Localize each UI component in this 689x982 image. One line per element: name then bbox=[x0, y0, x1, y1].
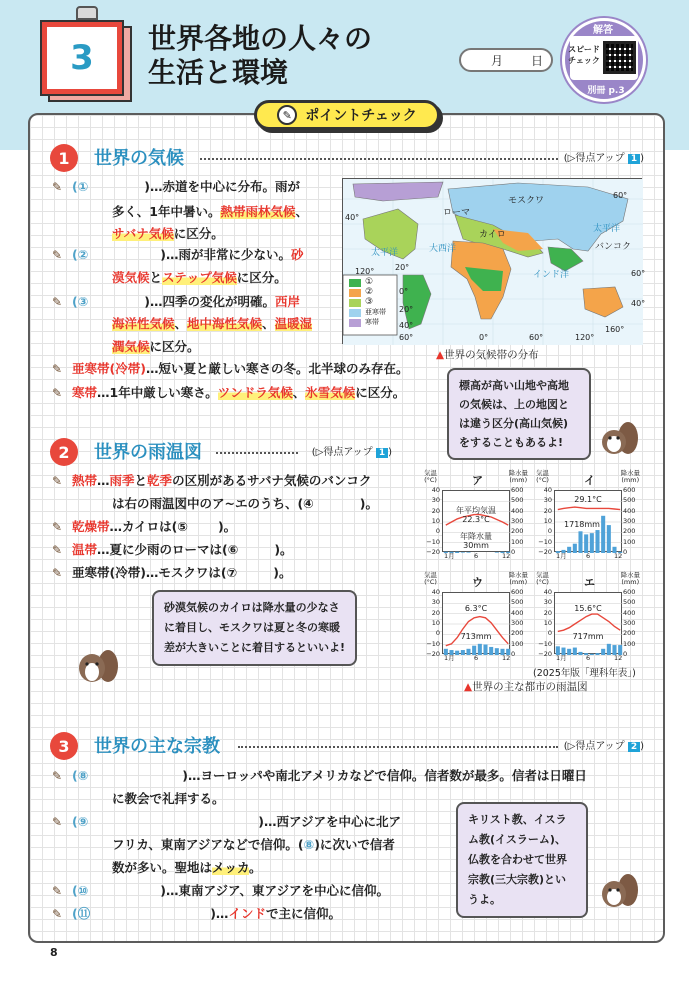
section3-title: 世界の主な宗教 bbox=[94, 736, 220, 757]
climograph-plot bbox=[554, 592, 622, 654]
section2-header bbox=[50, 436, 644, 466]
precip-tick: 500 bbox=[511, 496, 524, 505]
precip-bar bbox=[573, 544, 577, 553]
temp-tick: 40 bbox=[543, 588, 552, 596]
temp-value-label: 年平均気温 22.3°C bbox=[456, 506, 496, 524]
s2-line1: ✎ 熱帯…雨季と乾季の区別があるサバナ気候のバンコク bbox=[52, 469, 371, 493]
map-lat: 20° bbox=[395, 263, 410, 272]
pin-icon: ✎ bbox=[52, 386, 63, 400]
precip-axis-title: 降水量 (mm) bbox=[620, 571, 640, 586]
temp-tick: 30 bbox=[543, 598, 552, 607]
s1-line1: ✎ (① )…赤道を中心に分布。雨が bbox=[52, 175, 300, 199]
map-caption: ▲世界の気候帯の分布 bbox=[436, 349, 539, 361]
temp-axis-title: 気温 (°C) bbox=[424, 571, 437, 586]
date-month: 月 bbox=[490, 53, 503, 68]
map-legend-item: 寒帯 bbox=[365, 318, 379, 326]
precip-tick: 200 bbox=[623, 527, 636, 536]
map-legend-item: ① bbox=[365, 277, 374, 287]
precip-bar bbox=[567, 649, 571, 655]
pin-icon: ✎ bbox=[52, 566, 63, 580]
temp-tick: −20 bbox=[426, 650, 440, 658]
precip-tick: 500 bbox=[511, 598, 524, 607]
precip-value-label: 717mm bbox=[572, 632, 604, 641]
map-label-cairo: カイロ bbox=[479, 230, 506, 240]
temp-tick: 10 bbox=[543, 517, 552, 525]
month-tick: 1月 bbox=[556, 552, 567, 560]
temp-value-label: 15.6°C bbox=[574, 604, 602, 613]
precip-tick: 200 bbox=[511, 629, 524, 638]
temp-tick: 20 bbox=[543, 608, 552, 617]
temp-tick: 20 bbox=[431, 608, 440, 617]
point-check-banner bbox=[254, 100, 440, 130]
precip-tick: 500 bbox=[623, 496, 636, 505]
pin-icon: ✎ bbox=[52, 248, 63, 262]
map-lat: 20° bbox=[399, 305, 414, 314]
map-lat: 40° bbox=[399, 321, 414, 330]
map-lat: 60° bbox=[613, 191, 628, 200]
section1-header bbox=[50, 142, 644, 172]
clip-icon bbox=[76, 6, 98, 20]
date-field[interactable] bbox=[459, 48, 553, 72]
map-lat: 60° bbox=[399, 333, 414, 342]
pin-icon: ✎ bbox=[52, 474, 63, 488]
point-check-label: ポイントチェック bbox=[305, 108, 417, 124]
page-number: 8 bbox=[50, 946, 58, 959]
s3-line4: フリカ、東南アジアなどで信仰。(⑧)に次いで信者 bbox=[112, 837, 395, 852]
precip-bar bbox=[495, 648, 499, 655]
s1-line4: ✎ (② )…雨が非常に少ない。砂 bbox=[52, 243, 304, 267]
temp-value-label: 29.1°C bbox=[574, 495, 602, 504]
climograph-1 bbox=[424, 470, 528, 562]
lesson-number: 3 bbox=[47, 27, 117, 89]
map-label-pacific: 太平洋 bbox=[371, 248, 399, 258]
section1-score-up: (▷得点アップ 1 ) bbox=[563, 153, 644, 164]
s3-line3: ✎ (⑨ )…西アジアを中心に北ア bbox=[52, 810, 401, 834]
temp-axis-title: 気温 (°C) bbox=[424, 469, 437, 484]
temp-tick: −10 bbox=[538, 537, 552, 546]
precip-tick: 400 bbox=[511, 608, 524, 617]
precip-tick: 600 bbox=[623, 486, 636, 494]
answer-page-ref: 別冊 p.3 bbox=[587, 86, 625, 96]
precip-tick: 600 bbox=[511, 588, 524, 596]
month-tick: 1月 bbox=[556, 654, 567, 662]
temp-axis-title: 気温 (°C) bbox=[536, 469, 549, 484]
month-tick: 12 bbox=[614, 552, 623, 560]
climograph-letter: ア bbox=[472, 474, 483, 487]
s3-line6: ✎ (⑩ )…東南アジア、東アジアを中心に信仰。 bbox=[52, 879, 389, 903]
precip-tick: 100 bbox=[623, 537, 636, 546]
month-tick: 12 bbox=[502, 552, 511, 560]
charts-caption: ▲世界の主な都市の雨温図 bbox=[464, 681, 588, 693]
temp-tick: 30 bbox=[431, 496, 440, 505]
hint-note-1: 標高が高い山地や高地の気候は、上の地図とは違う区分(高山気候)をすることもあるよ! bbox=[447, 368, 591, 460]
page-title-line1: 世界各地の人々の bbox=[148, 22, 373, 55]
temp-tick: 40 bbox=[543, 486, 552, 494]
s3-line2: に教会で礼拝する。 bbox=[112, 791, 225, 806]
precip-bar bbox=[483, 644, 487, 655]
section3-score-up: (▷得点アップ 2 ) bbox=[563, 741, 644, 752]
date-day: 日 bbox=[530, 53, 543, 68]
temp-tick: −20 bbox=[538, 548, 552, 556]
temp-tick: 0 bbox=[547, 629, 552, 638]
pin-icon: ✎ bbox=[52, 884, 63, 898]
s1-line2: 多く、1年中暑い。熱帯雨林気候、 bbox=[112, 204, 308, 219]
climograph-2 bbox=[536, 470, 640, 562]
precip-tick: 300 bbox=[623, 619, 636, 627]
pin-icon: ✎ bbox=[52, 815, 63, 829]
squirrel-icon bbox=[596, 866, 640, 912]
climograph-letter: ウ bbox=[472, 576, 483, 589]
precip-tick: 600 bbox=[511, 486, 524, 494]
temp-value-label: 6.3°C bbox=[464, 604, 488, 613]
qr-code-icon[interactable] bbox=[603, 41, 636, 74]
precip-tick: 300 bbox=[623, 517, 636, 525]
precip-tick: 100 bbox=[511, 639, 524, 648]
section1-number: 1 bbox=[50, 144, 78, 172]
precip-bar bbox=[461, 552, 465, 553]
month-tick: 12 bbox=[614, 654, 623, 662]
precip-bar bbox=[590, 654, 594, 655]
page-title bbox=[148, 22, 372, 90]
temperature-line bbox=[558, 507, 620, 510]
month-tick: 12 bbox=[502, 654, 511, 662]
precip-bar bbox=[590, 533, 594, 553]
map-lat: 0° bbox=[399, 287, 409, 296]
precip-tick: 300 bbox=[511, 619, 524, 627]
s1-line5: 漠気候とステップ気候に区分。 bbox=[112, 270, 287, 285]
map-lon: 120° bbox=[575, 333, 595, 342]
climograph-letter: イ bbox=[584, 474, 595, 487]
world-map-svg bbox=[343, 179, 646, 345]
precip-value-label: 1718mm bbox=[564, 520, 600, 529]
temperature-line bbox=[558, 614, 620, 631]
map-label-moscow: モスクワ bbox=[508, 196, 545, 206]
map-label-rome: ローマ bbox=[443, 208, 471, 218]
pin-icon: ✎ bbox=[52, 180, 63, 194]
month-tick: 1月 bbox=[444, 552, 455, 560]
section3-header bbox=[50, 730, 644, 760]
temp-tick: 30 bbox=[543, 496, 552, 505]
section3-number: 3 bbox=[50, 732, 78, 760]
precip-tick: 0 bbox=[623, 650, 628, 658]
map-lat: 60° bbox=[631, 269, 646, 278]
temp-tick: 20 bbox=[431, 506, 440, 515]
precip-bar bbox=[466, 649, 470, 655]
section1-divider bbox=[200, 158, 558, 160]
charts-source: (2025年版「理科年表」) bbox=[533, 668, 636, 679]
precip-bar bbox=[573, 648, 577, 655]
hint-note-3: キリスト教、イスラム教(イスラーム)、仏教を合わせて世界宗教(三大宗教)というよ。 bbox=[456, 802, 588, 918]
pin-icon: ✎ bbox=[52, 362, 63, 376]
precip-tick: 400 bbox=[623, 608, 636, 617]
precip-value-label: 713mm bbox=[460, 632, 492, 641]
precip-tick: 300 bbox=[511, 517, 524, 525]
precip-bar bbox=[495, 552, 499, 553]
precip-bar bbox=[595, 653, 599, 655]
precip-tick: 200 bbox=[623, 629, 636, 638]
precip-tick: 100 bbox=[623, 639, 636, 648]
pin-icon: ✎ bbox=[52, 295, 63, 309]
map-legend-item: ② bbox=[365, 287, 374, 297]
section2-title: 世界の雨温図 bbox=[94, 442, 202, 463]
temp-tick: −10 bbox=[538, 639, 552, 648]
climograph-4 bbox=[536, 572, 640, 664]
precip-tick: 0 bbox=[623, 548, 628, 556]
climograph-plot bbox=[442, 592, 510, 654]
precip-bar bbox=[607, 644, 611, 655]
temp-tick: 40 bbox=[431, 486, 440, 494]
precip-bar bbox=[595, 530, 599, 553]
month-tick: 1月 bbox=[444, 654, 455, 662]
s3-line1: ✎ (⑧ )…ヨーロッパや南北アメリカなどで信仰。信者数が最多。信者は日曜日 bbox=[52, 764, 587, 788]
precip-axis-title: 降水量 (mm) bbox=[620, 469, 640, 484]
pin-icon: ✎ bbox=[52, 543, 63, 557]
page-title-line2: 生活と環境 bbox=[148, 56, 289, 89]
temp-tick: −20 bbox=[538, 650, 552, 658]
temp-tick: 10 bbox=[431, 619, 440, 627]
month-tick: 6 bbox=[586, 552, 591, 560]
hint-note-2: 砂漠気候のカイロは降水量の少なさに着目し、モスクワは夏と冬の寒暖差が大きいことに着目するといいよ! bbox=[152, 590, 357, 666]
temp-tick: 0 bbox=[547, 527, 552, 536]
s1-line10: ✎ 寒帯…1年中厳しい寒さ。ツンドラ気候、氷雪気候に区分。 bbox=[52, 381, 405, 405]
month-tick: 6 bbox=[586, 654, 591, 662]
temp-tick: 10 bbox=[543, 619, 552, 627]
map-lon: 0° bbox=[479, 333, 489, 342]
precip-bar bbox=[584, 534, 588, 553]
speed-check-label: スピード チェック bbox=[568, 45, 600, 65]
squirrel-icon bbox=[74, 640, 120, 688]
precip-bar bbox=[489, 647, 493, 655]
s1-line3: サバナ気候に区分。 bbox=[112, 226, 224, 241]
temp-tick: 30 bbox=[431, 598, 440, 607]
temp-tick: −10 bbox=[426, 537, 440, 546]
precip-tick: 200 bbox=[511, 527, 524, 536]
pin-icon: ✎ bbox=[52, 769, 63, 783]
temp-tick: 0 bbox=[435, 527, 440, 536]
temp-tick: 0 bbox=[435, 629, 440, 638]
section2-number: 2 bbox=[50, 438, 78, 466]
section1-title: 世界の気候 bbox=[94, 148, 184, 169]
section2-divider bbox=[216, 452, 298, 454]
precip-bar bbox=[455, 552, 459, 553]
map-label-atlantic: 大西洋 bbox=[429, 244, 457, 254]
lesson-number-box bbox=[40, 20, 124, 96]
map-lon: 160° bbox=[605, 325, 625, 334]
answer-label: 解答 bbox=[593, 25, 613, 36]
precip-tick: 500 bbox=[623, 598, 636, 607]
precip-tick: 600 bbox=[623, 588, 636, 596]
pin-icon: ✎ bbox=[52, 907, 63, 921]
month-tick: 6 bbox=[474, 552, 479, 560]
temp-axis-title: 気温 (°C) bbox=[536, 571, 549, 586]
s2-line2: は右の雨温図中のア~エのうち、(④ )。 bbox=[112, 496, 378, 511]
temp-tick: −10 bbox=[426, 639, 440, 648]
s2-line3: ✎ 乾燥帯…カイロは(⑤ )。 bbox=[52, 515, 236, 539]
precip-bar bbox=[578, 652, 582, 655]
s3-line7: ✎ (⑪ )…インドで主に信仰。 bbox=[52, 902, 341, 926]
precip-tick: 100 bbox=[511, 537, 524, 546]
precip-tick: 400 bbox=[623, 506, 636, 515]
precip-tick: 400 bbox=[511, 506, 524, 515]
map-lon: 60° bbox=[529, 333, 544, 342]
map-legend-item: ③ bbox=[365, 297, 374, 307]
pin-icon: ✎ bbox=[277, 105, 297, 125]
s2-line4: ✎ 温帯…夏に少雨のローマは(⑥ )。 bbox=[52, 538, 293, 562]
map-lat: 40° bbox=[631, 299, 646, 308]
map-label-pacific2: 太平洋 bbox=[593, 224, 621, 234]
map-label-bangkok: バンコク bbox=[595, 242, 632, 252]
precip-bar bbox=[607, 525, 611, 553]
temp-tick: 20 bbox=[543, 506, 552, 515]
precip-tick: 0 bbox=[511, 650, 516, 658]
precip-bar bbox=[461, 650, 465, 655]
temp-tick: 10 bbox=[431, 517, 440, 525]
climate-map bbox=[342, 178, 646, 344]
temp-tick: −20 bbox=[426, 548, 440, 556]
section3-divider bbox=[238, 746, 558, 748]
map-legend-item: 亜寒帯 bbox=[365, 308, 386, 316]
precip-tick: 0 bbox=[511, 548, 516, 556]
month-tick: 6 bbox=[474, 654, 479, 662]
precip-bar bbox=[601, 649, 605, 655]
precip-value-label: 年降水量 30mm bbox=[460, 532, 492, 550]
temp-tick: 40 bbox=[431, 588, 440, 596]
precip-axis-title: 降水量 (mm) bbox=[508, 469, 528, 484]
precip-bar bbox=[466, 552, 470, 553]
precip-bar bbox=[578, 531, 582, 553]
s1-line9: ✎ 亜寒帯(冷帯)…短い夏と厳しい寒さの冬。北半球のみ存在。 bbox=[52, 357, 408, 381]
climograph-3 bbox=[424, 572, 528, 664]
precip-bar bbox=[455, 651, 459, 655]
precip-bar bbox=[478, 644, 482, 655]
precip-axis-title: 降水量 (mm) bbox=[508, 571, 528, 586]
climograph-letter: エ bbox=[584, 576, 595, 589]
s2-line5: ✎ 亜寒帯(冷帯)…モスクワは(⑦ )。 bbox=[52, 561, 291, 585]
map-label-indian: インド洋 bbox=[533, 270, 570, 280]
s1-line7: 海洋性気候、地中海性気候、温暖湿 bbox=[112, 316, 313, 331]
s1-line8: 潤気候に区分。 bbox=[112, 339, 200, 354]
pin-icon: ✎ bbox=[52, 520, 63, 534]
s1-line6: ✎ (③ )…四季の変化が明確。西岸 bbox=[52, 290, 300, 314]
s3-line5: 数が多い。聖地はメッカ。 bbox=[112, 860, 262, 875]
map-lon: 120° bbox=[355, 267, 375, 276]
section2-score-up: (▷得点アップ 1 ) bbox=[311, 447, 392, 458]
precip-bar bbox=[567, 547, 571, 553]
map-lat: 40° bbox=[345, 213, 360, 222]
